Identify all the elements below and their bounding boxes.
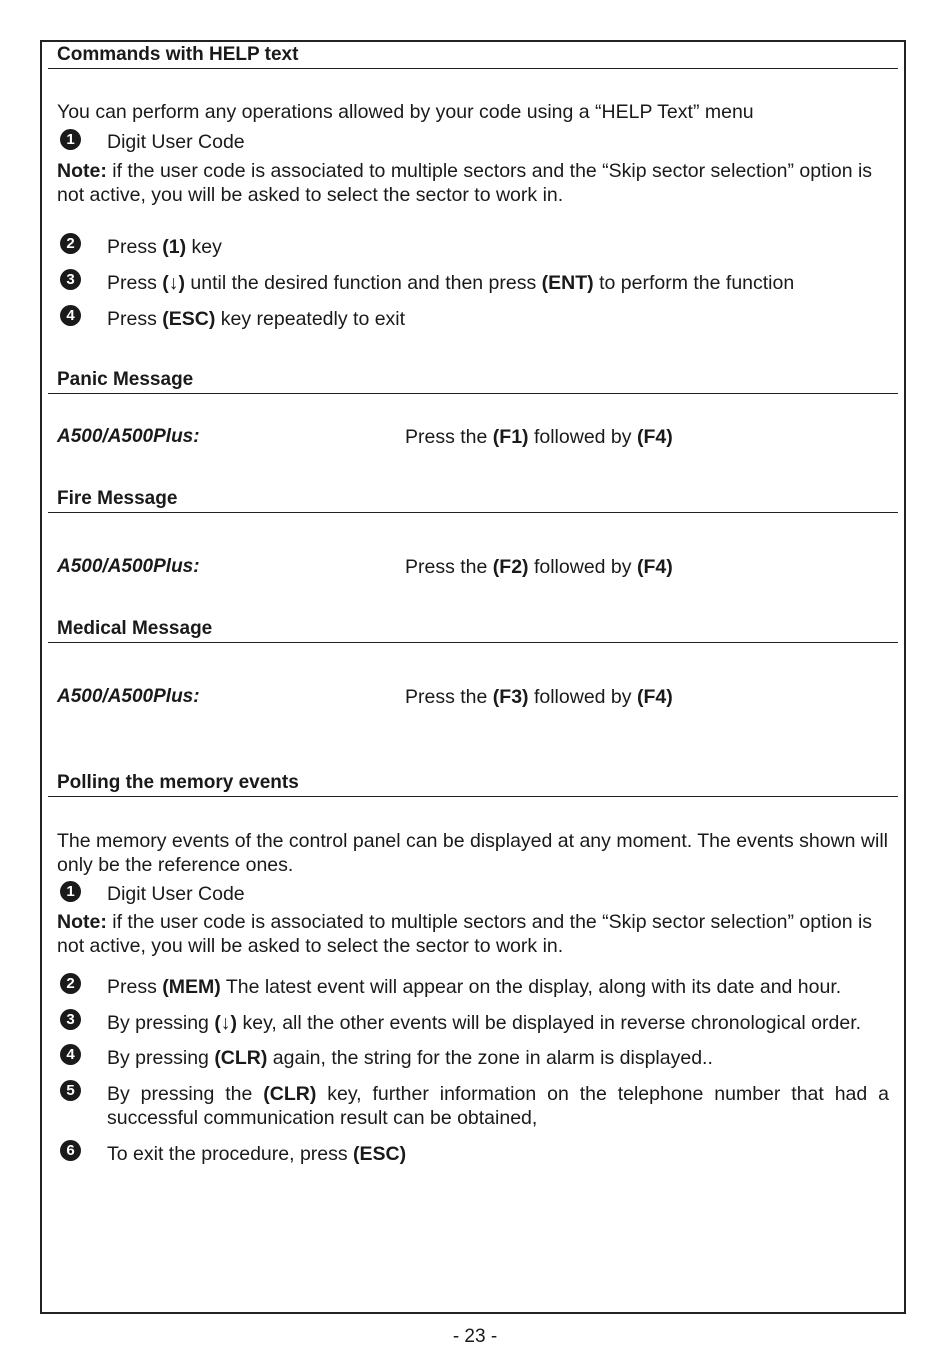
section-title-help: Commands with HELP text <box>57 44 299 65</box>
step-number-badge: 5 <box>60 1080 81 1101</box>
help-step-1: Digit User Code <box>107 131 245 153</box>
key-label: (↓) <box>214 1012 238 1034</box>
key-label: (F4) <box>636 556 673 578</box>
memory-step-4: By pressing (CLR) again, the string for the zone in alarm is displayed.. <box>107 1047 713 1069</box>
section-rule <box>48 796 898 797</box>
key-label: (↓) <box>162 272 186 294</box>
key-label: (F2) <box>492 556 529 578</box>
help-intro: You can perform any operations allowed by your code using a “HELP Text” menu <box>57 101 754 123</box>
help-step-3: Press (↓) until the desired function and then press (ENT) to perform the function <box>107 272 795 294</box>
key-label: (CLR) <box>263 1083 317 1105</box>
section-rule <box>48 512 898 513</box>
memory-step-6: To exit the procedure, press (ESC) <box>107 1143 407 1165</box>
fire-instruction: Press the (F2) followed by (F4) <box>405 556 673 578</box>
key-label: (F4) <box>636 686 673 708</box>
medical-model: A500/A500Plus: <box>57 686 200 707</box>
note-text: if the user code is associated to multiple sectors and the “Skip sector selection” option is not active, you will be asked to select the sector to work in. <box>57 911 873 957</box>
section-title-medical: Medical Message <box>57 618 213 639</box>
step-number-badge: 4 <box>60 305 81 326</box>
medical-instruction: Press the (F3) followed by (F4) <box>405 686 673 708</box>
memory-step-2: Press (MEM) The latest event will appear on the display, along with its date and hour. <box>107 976 842 998</box>
key-label: (F3) <box>492 686 529 708</box>
key-label: (ENT) <box>541 272 594 294</box>
step-number-badge: 1 <box>60 881 81 902</box>
section-rule <box>48 642 898 643</box>
section-rule <box>48 68 898 69</box>
panic-model: A500/A500Plus: <box>57 426 200 447</box>
step-number-badge: 2 <box>60 233 81 254</box>
key-label: (MEM) <box>162 976 221 998</box>
help-step-4: Press (ESC) key repeatedly to exit <box>107 308 406 330</box>
step-number-badge: 2 <box>60 973 81 994</box>
section-title-panic: Panic Message <box>57 369 194 390</box>
step-number-badge: 6 <box>60 1140 81 1161</box>
step-number-badge: 3 <box>60 1009 81 1030</box>
memory-step-3: By pressing (↓) key, all the other events will be displayed in reverse chronological order. <box>107 1012 862 1034</box>
note-label: Note: <box>57 160 107 182</box>
key-label: (CLR) <box>214 1047 268 1069</box>
memory-step-5: By pressing the (CLR) key, further information on the telephone number that had a successful communication result can be obtained, <box>107 1083 889 1129</box>
key-label: (ESC) <box>162 308 216 330</box>
key-label: (1) <box>162 236 187 258</box>
section-rule <box>48 393 898 394</box>
memory-intro: The memory events of the control panel can be displayed at any moment. The events shown will only be the reference ones. <box>57 830 888 876</box>
section-title-memory: Polling the memory events <box>57 772 299 793</box>
memory-step-1: Digit User Code <box>107 883 245 905</box>
key-label: (F1) <box>492 426 529 448</box>
fire-model: A500/A500Plus: <box>57 556 200 577</box>
step-number-badge: 1 <box>60 129 81 150</box>
memory-note <box>57 910 893 958</box>
panic-instruction: Press the (F1) followed by (F4) <box>405 426 673 448</box>
note-text: if the user code is associated to multiple sectors and the “Skip sector selection” option is not active, you will be asked to select the sector to work in. <box>57 160 873 206</box>
key-label: (ESC) <box>353 1143 407 1165</box>
key-label: (F4) <box>636 426 673 448</box>
help-step-2: Press (1) key <box>107 236 222 258</box>
step-number-badge: 4 <box>60 1044 81 1065</box>
section-title-fire: Fire Message <box>57 488 178 509</box>
step-number-badge: 3 <box>60 269 81 290</box>
page-number: - 23 - <box>452 1326 498 1347</box>
help-note <box>57 159 893 207</box>
note-label: Note: <box>57 911 107 933</box>
